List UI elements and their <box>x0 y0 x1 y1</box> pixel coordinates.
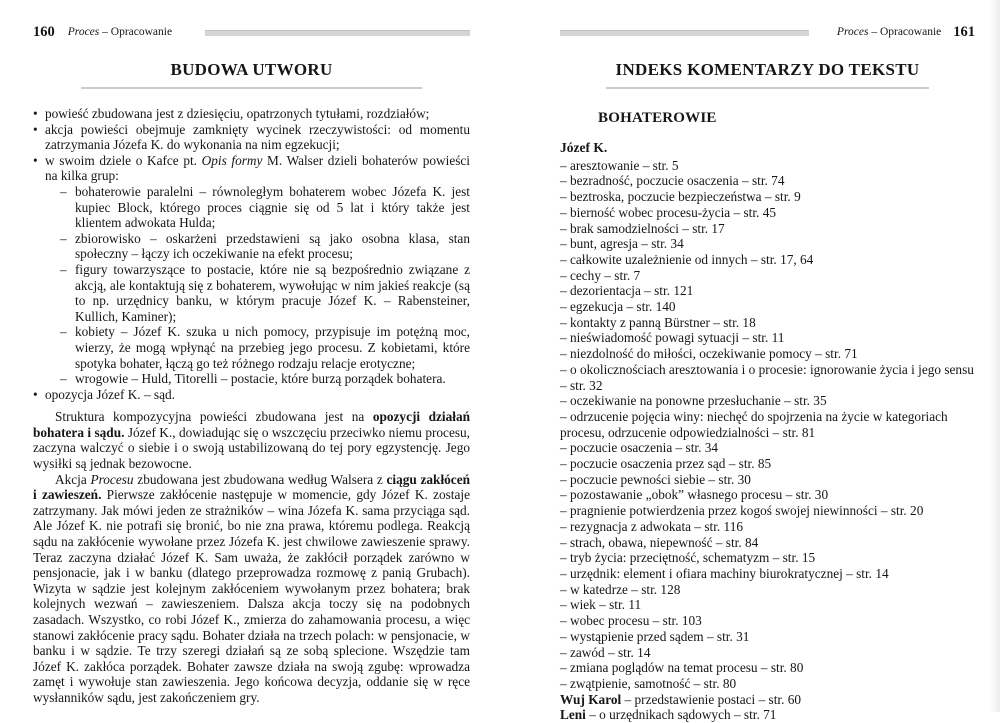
book-title-italic: Procesu <box>90 471 134 487</box>
index-list <box>560 158 975 692</box>
paragraph-bold-text: opozycji działań bohatera i sądu. <box>33 409 471 440</box>
left-title-rule <box>81 87 422 89</box>
right-page <box>560 0 975 723</box>
book-title-italic: Opis formy <box>201 152 263 168</box>
index-item: – pozostawanie „obok” własnego procesu – str. 30 <box>560 487 829 503</box>
bullet-text-part: bohaterowie paralelni – równoległym bohaterem wobec Józefa K. jest kupiec Block, którego proces ciągnie się od 5 lat i który także jest klientem adwokata Hulda; <box>75 183 470 231</box>
index-item: – nieświadomość powagi sytuacji – str. 11 <box>560 330 785 346</box>
bullet-text <box>75 184 470 231</box>
index-item: – pragnienie potwierdzenia przez kogoś swojej niewinności – str. 20 <box>560 503 924 519</box>
index-item-leni <box>560 707 975 723</box>
running-head-book-title: Proces <box>836 26 869 38</box>
running-head-section: – Opracowanie <box>868 26 942 38</box>
paragraph-text: Struktura kompozycyjna powieści zbudowana jest na <box>55 409 373 425</box>
index-item: – kontakty z panną Bürstner – str. 18 <box>560 314 756 330</box>
right-header-rule <box>560 30 809 36</box>
left-chapter-title: BUDOWA UTWORU <box>170 60 333 79</box>
left-running-head-text <box>68 25 172 40</box>
bullet-text-part: wrogowie – Huld, Titorelli – postacie, które burzą porządek bohatera. <box>75 371 446 387</box>
bullet-item <box>33 387 470 403</box>
bullet-marker: • <box>33 121 38 137</box>
index-item: – o okolicznościach aresztowania i o procesie: ignorowanie życia i jego sensu – str. 32 <box>560 361 974 393</box>
index-item: – cechy – str. 7 <box>560 267 641 283</box>
index-item: – zwątpienie, samotność – str. 80 <box>560 675 737 691</box>
right-page-number: 161 <box>953 24 975 40</box>
paragraph-structure <box>33 409 470 471</box>
section-heading-bohaterowie: BOHATEROWIE <box>598 110 717 126</box>
index-item: – wiek – str. 11 <box>560 597 642 613</box>
index-item: – niezdolność do miłości, oczekiwanie pomocy – str. 71 <box>560 346 858 362</box>
bullet-item <box>33 122 470 153</box>
bullet-text-part: w swoim dziele o Kafce pt. <box>45 152 202 168</box>
right-running-head-text <box>837 25 941 40</box>
bullet-text <box>75 324 470 371</box>
index-item: – poczucie osaczenia przez sąd – str. 85 <box>560 456 772 472</box>
index-item-text: – o urzędnikach sądowych – str. 71 <box>585 707 777 723</box>
bullet-text <box>45 153 470 184</box>
left-page-number: 160 <box>33 24 55 40</box>
paragraph-text: zbudowana jest zbudowana według Walsera z <box>133 471 387 487</box>
bullet-item <box>33 371 470 387</box>
dash-marker: – <box>60 371 67 387</box>
character-name-bold: Leni <box>560 707 586 723</box>
right-title-rule <box>606 87 930 89</box>
bullet-item <box>33 231 470 262</box>
bullet-marker: • <box>33 106 38 121</box>
running-head-section: – Opracowanie <box>99 26 173 38</box>
right-chapter-title: INDEKS KOMENTARZY DO TEKSTU <box>615 60 920 79</box>
index-item: – bunt, agresja – str. 34 <box>560 236 684 252</box>
index-item: – bezradność, poczucie osaczenia – str. 74 <box>560 173 785 189</box>
bullet-text-part: figury towarzyszące to postacie, które nie są bezpośrednio związane z akcją, ale kontaktują się z bohaterem, wywołując w nim jakieś reakcje (są to np. urzędnicy banku, w którym pracuje Józef K. – Rabensteiner, Kullich, Kaminer); <box>75 261 470 324</box>
paragraph-text: Józef K., dowiadując się o wszczęciu przeciwko niemu procesu, zaczyna walczyć o siebie i o swoją ustabilizowaną do tej pory egzystencję. Jego wysiłki są jednak bezowocne. <box>33 424 470 472</box>
index-item: – zmiana poglądów na temat procesu – str. 80 <box>560 660 804 676</box>
index-item: – wobec procesu – str. 103 <box>560 613 702 629</box>
index-item: – strach, obawa, niepewność – str. 84 <box>560 534 759 550</box>
bullet-item <box>33 324 470 371</box>
index-item: – tryb życia: przeciętność, schematyzm – str. 15 <box>560 550 816 566</box>
index-item: – poczucie pewności siebie – str. 30 <box>560 471 751 487</box>
bullet-text <box>45 122 470 153</box>
index-item: – dezorientacja – str. 121 <box>560 283 694 299</box>
character-heading-jozef-k: Józef K. <box>560 140 608 155</box>
index-item: – w katedrze – str. 128 <box>560 581 681 597</box>
index-item: – całkowite uzależnienie od innych – str. 17, 64 <box>560 251 814 267</box>
bullet-text-part: akcja powieści obejmuje zamknięty wycinek rzeczywistości: od momentu zatrzymania Józefa K. do wykonania na nim egzekucji; <box>45 121 470 153</box>
bullet-text-part: kobiety – Józef K. szuka u nich pomocy, przypisuje im potężną moc, wierzy, że mogą wpłynąć na przebieg jego procesu. Z kobietami, które spotyka bohater, łączą go też różnego rodzaju relacje erotyczne; <box>75 324 470 371</box>
bullet-text-part: opozycja Józef K. – sąd. <box>45 386 175 402</box>
bullet-text <box>45 387 470 403</box>
index-item: – oczekiwanie na ponowne przesłuchanie – str. 35 <box>560 393 827 409</box>
dash-marker: – <box>60 183 67 199</box>
dash-marker: – <box>60 261 67 277</box>
index-item: – rezygnacja z adwokata – str. 116 <box>560 518 744 534</box>
index-item-wuj-karol <box>560 692 975 708</box>
left-running-head <box>33 25 470 40</box>
bullet-text-part: M. Walser dzieli bohaterów powieści na kilka grup: <box>45 152 470 184</box>
dash-marker: – <box>60 324 67 340</box>
index-item: – egzekucja – str. 140 <box>560 299 676 315</box>
paragraph-text: Pierwsze zakłócenie następuje w momencie, gdy Józef K. zostaje zatrzymany. Jak mówi jeden ze strażników – wina Józefa K. sama przyciąga sąd. Ale Józef K. nie potrafi się bronić, bo nie zna prawa, któremu podlega. Reakcją sądu na zakłócenie wywołane przez Józefa K. jest chwilowe zawieszenie sprawy. Teraz zaczyna działać Józef K. Sam uważa, że zakłócił porządek zarówno w pensjonacie, jak i w banku (dlatego przeprowadza rozmowę z panią Grubach). Wizyta w sądzie jest kolejnym zakłóceniem wywołanym przez bohatera; brak kolejnych wezwań – zawieszeniem. Dalsza akcja toczy się na podobnych zasadach. Wszystko, co robi Józef K., zmierza do zahamowania procesu, a więc stanowi zakłócenie pracy sądu. Bohater działa na trzech polach: w pensjonacie, w banku i w sądzie. Te trzy szeregi działań są ze sobą splecione. Wszędzie tam Józef K. zakłóca porządek. Bohater zawsze działa na swoją zgubę: wprowadza zamęt i wywołuje stan zawieszenia. Jego końcowa decyzja, oddanie się w ręce wysłanników sądu, jest zakończeniem gry. <box>33 487 470 705</box>
index-item: – odrzucenie pojęcia winy: niechęć do spojrzenia na życie w kategoriach procesu, odrzucenie odpowiedzialności – str. 81 <box>560 408 948 440</box>
index-item: – brak samodzielności – str. 17 <box>560 220 725 236</box>
index-item: – urzędnik: element i ofiara machiny biurokratycznej – str. 14 <box>560 565 889 581</box>
index-item: – zawód – str. 14 <box>560 644 651 660</box>
bullet-list <box>33 106 470 402</box>
bullet-item <box>33 262 470 324</box>
paragraph-action <box>33 472 470 706</box>
paragraph-text: Akcja <box>55 471 91 487</box>
running-head-book-title: Proces <box>67 26 100 38</box>
bullet-marker: • <box>33 386 38 402</box>
bullet-item <box>33 153 470 184</box>
index-item-text: – przedstawienie postaci – str. 60 <box>621 691 802 707</box>
page-edge-shadow <box>990 0 1000 712</box>
left-header-rule <box>205 30 470 36</box>
bullet-text-part: powieść zbudowana jest z dziesięciu, opatrzonych tytułami, rozdziałów; <box>45 106 430 121</box>
bullet-text <box>75 371 470 387</box>
character-name-bold: Wuj Karol <box>560 691 622 707</box>
bullet-item <box>33 106 470 122</box>
dash-marker: – <box>60 230 67 246</box>
index-item: – wystąpienie przed sądem – str. 31 <box>560 628 750 644</box>
bullet-text <box>75 262 470 324</box>
index-item: – beztroska, poczucie bezpieczeństwa – str. 9 <box>560 189 801 205</box>
index-item: – aresztowanie – str. 5 <box>560 157 679 173</box>
left-page <box>33 0 470 706</box>
right-running-head <box>560 25 975 40</box>
bullet-text <box>45 106 470 122</box>
paragraph-bold-text: ciągu zakłóceń i zawieszeń. <box>33 471 470 503</box>
bullet-text <box>75 231 470 262</box>
index-item: – poczucie osaczenia – str. 34 <box>560 440 719 456</box>
bullet-item <box>33 184 470 231</box>
bullet-text-part: zbiorowisko – oskarżeni przedstawieni są jako osobna klasa, stan społeczny – łączy ich oczekiwanie na efekt procesu; <box>75 230 470 262</box>
bullet-marker: • <box>33 152 38 168</box>
index-item: – bierność wobec procesu-życia – str. 45 <box>560 204 777 220</box>
